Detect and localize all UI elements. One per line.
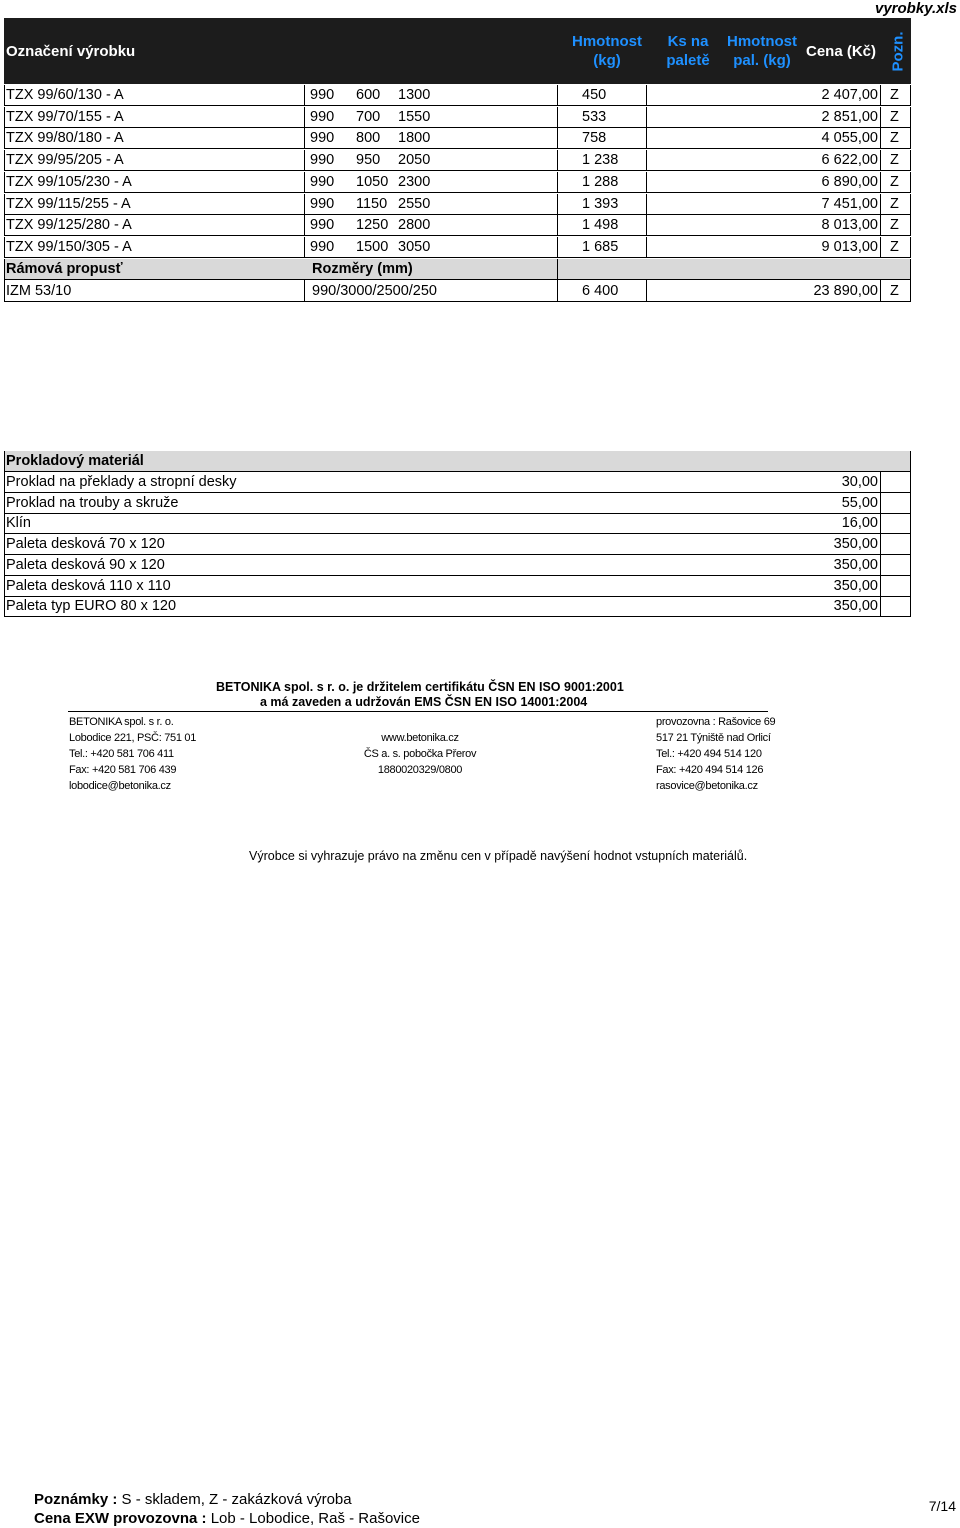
product-name: TZX 99/125/280 - A (6, 217, 132, 234)
frame-row (4, 280, 911, 302)
spacer-item-price: 16,00 (841, 515, 878, 532)
dim-1: 990 (310, 87, 335, 103)
table-row (4, 128, 911, 149)
frame-name: IZM 53/10 (6, 283, 72, 299)
product-weight: 1 393 (582, 195, 619, 212)
frame-section-header (4, 259, 911, 280)
frame-price: 23 890,00 (813, 283, 878, 299)
notes-text: S - skladem, Z - zakázková výroba (121, 1491, 352, 1508)
header-note: Pozn. (889, 31, 906, 71)
list-item (4, 576, 911, 597)
header-per-pallet: Ks na paletě (666, 33, 710, 69)
company-divider (68, 711, 768, 712)
spacer-item-price: 350,00 (833, 577, 878, 594)
header-weight: Hmotnost (kg) (572, 33, 642, 69)
spacer-section-header (4, 451, 911, 472)
product-note: Z (890, 87, 899, 103)
product-price: 6 890,00 (821, 173, 878, 190)
product-price: 8 013,00 (821, 217, 878, 234)
company-left: BETONIKA spol. s r. o. Lobodice 221, PSČ: 751 01 Tel.: +420 581 706 411 Fax: +420 581 706 439 lobodice@betonika.cz (69, 716, 197, 792)
product-price: 4 055,00 (821, 130, 878, 147)
product-weight: 1 238 (582, 152, 619, 169)
footer-notes (34, 1490, 420, 1528)
frame-dims: 990/3000/2500/250 (312, 283, 437, 299)
product-note: Z (890, 195, 899, 212)
dim-1: 990 (310, 108, 335, 125)
product-note: Z (890, 238, 899, 255)
table-row (4, 237, 911, 258)
spacer-item-name: Paleta desková 110 x 110 (6, 577, 171, 594)
cert-line-1: BETONIKA spol. s r. o. je držitelem certifikátu ČSN EN ISO 9001:2001 (216, 680, 624, 694)
frame-dims-title: Rozměry (mm) (312, 261, 413, 277)
dim-3: 2550 (398, 195, 431, 212)
list-item (4, 472, 911, 493)
spacer-item-name: Klín (6, 515, 31, 532)
spacer-item-price: 350,00 (833, 556, 878, 573)
dim-2: 800 (356, 130, 381, 147)
dim-1: 990 (310, 217, 335, 234)
list-item (4, 493, 911, 514)
dim-1: 990 (310, 130, 335, 147)
table-row (4, 215, 911, 236)
product-price: 2 407,00 (821, 87, 878, 103)
list-item (4, 534, 911, 555)
product-name: TZX 99/60/130 - A (6, 87, 124, 103)
product-weight: 533 (582, 108, 607, 125)
frame-note: Z (890, 283, 899, 299)
product-note: Z (890, 152, 899, 169)
frame-section-title: Rámová propusť (6, 261, 123, 277)
table-row (4, 107, 911, 128)
product-name: TZX 99/80/180 - A (6, 130, 124, 147)
exw-text: Lob - Lobodice, Raš - Rašovice (210, 1510, 420, 1527)
product-name: TZX 99/105/230 - A (6, 173, 132, 190)
page-number: 7/14 (928, 1498, 956, 1514)
product-name: TZX 99/70/155 - A (6, 108, 124, 125)
spacer-item-name: Paleta typ EURO 80 x 120 (6, 598, 177, 615)
product-price: 9 013,00 (821, 238, 878, 255)
cert-line-2: a má zaveden a udržován EMS ČSN EN ISO 14001:2004 (260, 695, 588, 709)
dim-3: 1300 (398, 87, 431, 103)
product-note: Z (890, 217, 899, 234)
spacer-item-price: 350,00 (833, 598, 878, 615)
product-note: Z (890, 108, 899, 125)
dim-2: 950 (356, 152, 381, 169)
product-weight: 758 (582, 130, 607, 147)
table-header (4, 18, 911, 84)
dim-1: 990 (310, 195, 335, 212)
spacer-item-name: Proklad na trouby a skruže (6, 494, 179, 511)
spacer-item-name: Paleta desková 90 x 120 (6, 556, 165, 573)
list-item (4, 555, 911, 576)
list-item (4, 596, 911, 617)
exw-label: Cena EXW provozovna : (34, 1510, 207, 1527)
dim-2: 1250 (356, 217, 389, 234)
dim-3: 2300 (398, 173, 431, 190)
product-weight: 1 685 (582, 238, 619, 255)
frame-weight: 6 400 (582, 283, 619, 299)
table-row (4, 194, 911, 215)
product-name: TZX 99/95/205 - A (6, 152, 124, 169)
table-row (4, 172, 911, 193)
spacer-item-name: Proklad na překlady a stropní desky (6, 474, 237, 490)
company-right: provozovna : Rašovice 69 517 21 Týniště nad Orlicí Tel.: +420 494 514 120 Fax: +420 494 514 126 rasovice@betonika.cz (656, 716, 776, 792)
dim-2: 1050 (356, 173, 389, 190)
product-price: 6 622,00 (821, 152, 878, 169)
spacer-item-price: 55,00 (841, 494, 878, 511)
header-pallet-weight: Hmotnost pal. (kg) (727, 33, 797, 69)
company-middle: www.betonika.cz ČS a. s. pobočka Přerov 1880020329/0800 (363, 732, 477, 776)
dim-3: 2050 (398, 152, 431, 169)
product-name: TZX 99/150/305 - A (6, 238, 132, 255)
header-product: Označení výrobku (6, 42, 136, 60)
dim-1: 990 (310, 152, 335, 169)
dim-3: 2800 (398, 217, 431, 234)
notes-label: Poznámky : (34, 1491, 118, 1508)
dim-3: 3050 (398, 238, 431, 255)
price-disclaimer: Výrobce si vyhrazuje právo na změnu cen v případě navýšení hodnot vstupních materiálů. (249, 849, 748, 863)
product-weight: 1 288 (582, 173, 619, 190)
product-price: 2 851,00 (821, 108, 878, 125)
dim-3: 1800 (398, 130, 431, 147)
spacer-title: Prokladový materiál (6, 453, 144, 469)
spacer-item-name: Paleta desková 70 x 120 (6, 536, 165, 553)
table-row (4, 85, 911, 106)
product-weight: 1 498 (582, 217, 619, 234)
dim-2: 1500 (356, 238, 389, 255)
header-price: Cena (Kč) (805, 42, 876, 60)
spacer-item-price: 30,00 (841, 474, 878, 490)
dim-2: 600 (356, 87, 381, 103)
product-price: 7 451,00 (821, 195, 878, 212)
product-weight: 450 (582, 87, 607, 103)
table-row (4, 150, 911, 171)
list-item (4, 513, 911, 534)
dim-1: 990 (310, 173, 335, 190)
dim-1: 990 (310, 238, 335, 255)
product-note: Z (890, 130, 899, 147)
spacer-item-price: 350,00 (833, 536, 878, 553)
product-name: TZX 99/115/255 - A (6, 195, 131, 212)
file-name: vyrobky.xls (875, 0, 957, 17)
product-note: Z (890, 173, 899, 190)
dim-2: 700 (356, 108, 381, 125)
dim-3: 1550 (398, 108, 431, 125)
dim-2: 1150 (356, 195, 388, 212)
